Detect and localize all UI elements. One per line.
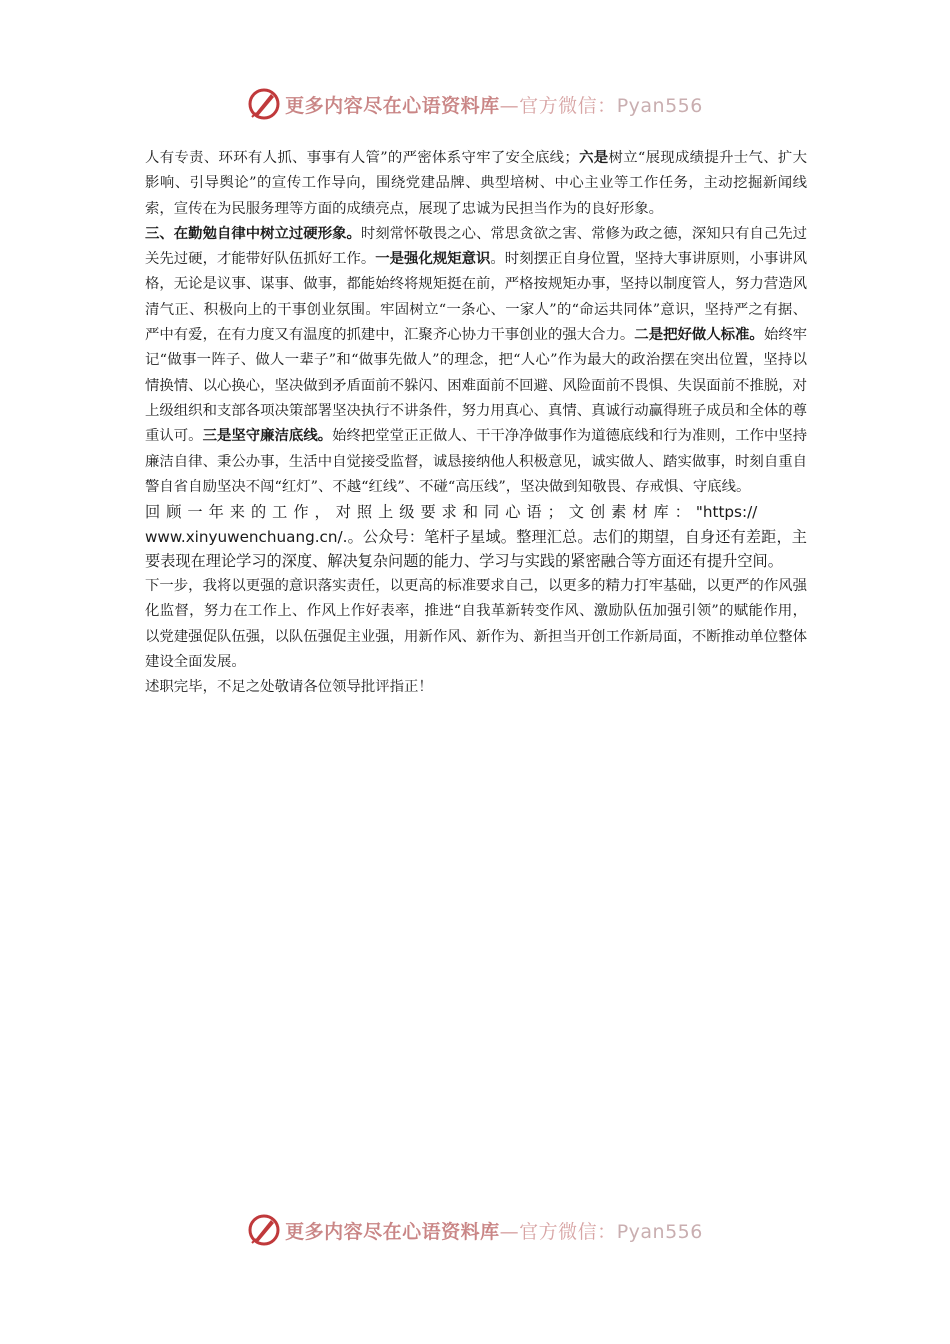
text-run: www.xinyuwenchuang.cn/.。公众号：笔杆子星域。整理汇总。志们的期望，自身还有差距，主要表现在理论学习的深度、解决复杂问题的能力、学习与实践的紧密融合等方面还有提升空间。 [145, 527, 807, 571]
bold-run: 一是强化规矩意识 [375, 251, 491, 268]
paragraph-5: 述职完毕，不足之处敬请各位领导批评指正！ [145, 679, 433, 696]
banner-title: 更多内容尽在心语资料库 [285, 1220, 500, 1243]
text-run: 树立“展现成绩提升士气、扩大影响、引导舆论”的宣传工作导向，围绕党建品牌、典型培树、中心主业等工作任务，主动挖掘新闻线索，宣传在为民服务理等方面的成绩亮点，展现了忠诚为民担当作为的良好形象。 [145, 150, 808, 217]
document-body [145, 146, 807, 700]
text-run: 回顾一年来的工作，对照上级要求和同心语；文创素材库： [145, 503, 696, 522]
banner-separator: —官方微信： [499, 1220, 617, 1243]
section-heading: 三、在勤勉自律中树立过硬形象。 [145, 225, 361, 242]
text-run: 时刻常怀敬畏之心、常思贪欲之害、常修为政之德，深知只有自己先过关先过硬，才能带好队伍抓好工作。 [145, 225, 807, 268]
paragraph-1 [145, 146, 807, 222]
text-run: 人有专责、环环有人抓、事事有人管”的严密体系守牢了安全底线； [145, 150, 579, 166]
bold-run: 六是 [578, 150, 609, 166]
text-run: 始终把堂堂正正做人、干干净净做事作为道德底线和行为准则，工作中坚持廉洁自律、秉公办事，生活中自觉接受监督，诚恳接纳他人积极意见，诚实做人、踏实做事，时刻自重自警自省自励坚决不闯“红灯”、不越“红线”、不碰“高压线”，坚决做到知敬畏、存戒惧、守底线。 [145, 428, 808, 495]
paragraph-4: 下一步，我将以更强的意识落实责任，以更高的标准要求自己，以更多的精力打牢基础，以更严的作风强化监督，努力在工作上、作风上作好表率，推进“自我革新转变作风、激励队伍加强引领”的赋能作用，以党建强促队伍强，以队伍强促主业强，用新作风、新作为、新担当开创工作新局面，不断推动单位整体建设全面发展。 [145, 577, 807, 670]
banner-separator: —官方微信： [499, 94, 617, 117]
bold-run: 二是把好做人标准。 [634, 327, 764, 344]
banner-contact: Pyan556 [616, 1220, 703, 1243]
text-run: 始终牢记“做事一阵子、做人一辈子”和“做事先做人”的理念，把“人心”作为最大的政治摆在突出位置，坚持以情换情、以心换心，坚决做到矛盾面前不躲闪、困难面前不回避、风险面前不畏惧、失误面前不推脱，对上级组织和支部各项决策部署坚决执行不讲条件，努力用真心、真情、真诚行动赢得班子成员和全体的尊重认可。 [145, 327, 808, 445]
banner-title: 更多内容尽在心语资料库 [285, 94, 500, 117]
text-run: "https:// [695, 503, 758, 522]
banner-contact: Pyan556 [616, 94, 703, 117]
banner-text [285, 91, 703, 118]
paragraph-2 [145, 222, 807, 500]
text-run: 。时刻摆正自身位置，坚持大事讲原则，小事讲风格，无论是议事、谋事、做事，都能始终将规矩挺在前，严格按规矩办事，坚持以制度管人，努力营造风清气正、积极向上的干事创业氛围。牢固树立“一条心、一家人”的“命运共同体”意识，坚持严之有据、严中有爱，在有力度又有温度的抓建中，汇聚齐心协力干事创业的强大合力。 [145, 251, 808, 344]
header-banner [0, 84, 950, 124]
pen-logo-icon [247, 87, 281, 121]
paragraph-3 [145, 500, 807, 574]
banner-text [285, 1217, 703, 1244]
pen-logo-icon [247, 1213, 281, 1247]
bold-run: 三是坚守廉洁底线。 [202, 428, 333, 445]
footer-banner [0, 1210, 950, 1250]
